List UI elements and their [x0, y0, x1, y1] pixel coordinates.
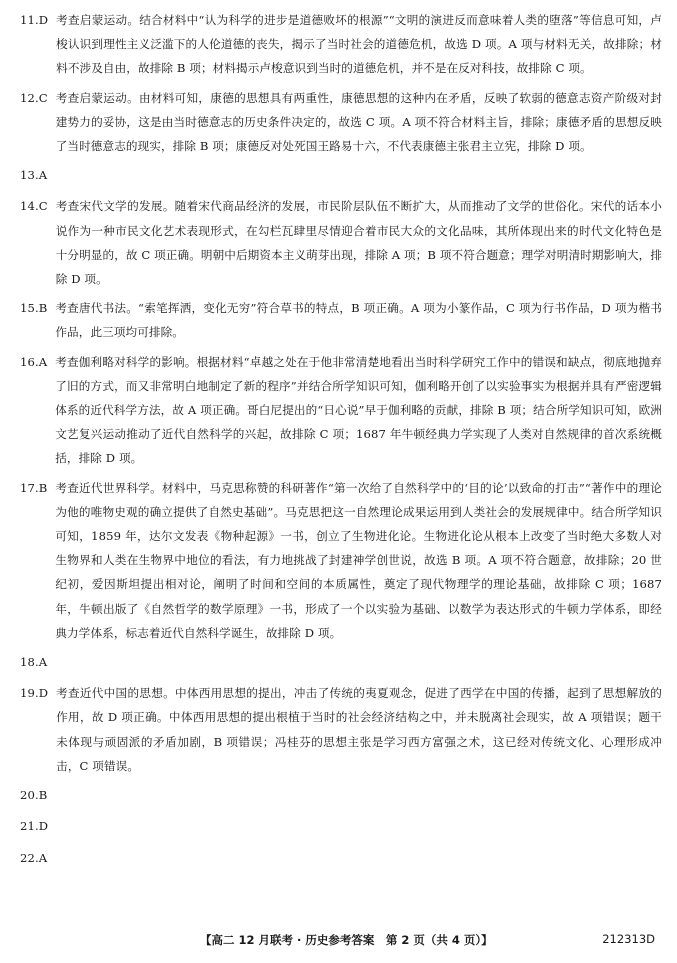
answer-number: 13.A: [20, 168, 48, 183]
answer-explanation: [56, 814, 662, 838]
answer-number: 22.A: [20, 850, 48, 865]
answer-number: 14.C: [20, 199, 48, 214]
answer-explanation: [55, 783, 662, 807]
answer-item-22: [20, 846, 662, 870]
answer-explanation: 考查近代中国的思想。中体西用思想的提出，冲击了传统的夷夏观念，促进了西学在中国的传播，起到了思想解放的作用，故 D 项正确。中体西用思想的提出根植于当时的社会经济结构之中，并未脱离社会现实，故 A 项错误；题干未体现与顽固派的矛盾加剧，B 项错误；冯桂芬的思想主张是学习西方富强之术，这已经对传统文化、心理形成冲击，C 项错误。: [56, 686, 662, 773]
answer-item-18: [20, 650, 662, 674]
answer-item-21: [20, 814, 662, 838]
answer-number: 20.B: [20, 788, 48, 803]
answer-item-15: [20, 296, 662, 344]
answer-item-20: [20, 783, 662, 807]
page-footer: [0, 932, 677, 954]
answer-explanation: [55, 650, 662, 674]
answer-number: 15.B: [20, 301, 48, 316]
answer-number: 21.D: [20, 819, 49, 834]
answer-item-12: [20, 86, 662, 159]
answer-number: 19.D: [20, 686, 49, 701]
answer-number: 17.B: [20, 480, 48, 495]
answer-explanation: 考查唐代书法。“索笔挥洒，变化无穷”符合草书的特点，B 项正确。A 项为小篆作品，C 项为行书作品，D 项为楷书作品，此三项均可排除。: [55, 301, 662, 340]
answer-explanation: 考查启蒙运动。结合材料中“认为科学的进步是道德败坏的根源”“文明的演进反而意味着人类的堕落”等信息可知，卢梭认识到理性主义泛滥下的人伦道德的丧失，揭示了当时社会的道德危机，故选 D 项。A 项与材料无关，故排除；材料不涉及自由，故排除 B 项；材料揭示卢梭意识到当时的道德危机，并不是在反对科技，故排除 C 项。: [56, 13, 662, 76]
answer-explanation: [55, 163, 662, 187]
footer-title: 【高二 12 月联考 · 历史参考答案 第 2 页（共 4 页）】: [200, 933, 493, 947]
answer-key-page: [20, 8, 662, 877]
answer-item-14: [20, 194, 662, 291]
answer-explanation: [55, 846, 662, 870]
answer-item-16: [20, 350, 662, 471]
answer-item-13: [20, 163, 662, 187]
answer-number: 18.A: [20, 655, 48, 670]
answer-item-19: [20, 681, 662, 778]
answer-explanation: 考查宋代文学的发展。随着宋代商品经济的发展，市民阶层队伍不断扩大，从而推动了文学的世俗化。宋代的话本小说作为一种市民文化艺术表现形式，在勾栏瓦肆里尽情迎合着市民大众的文化品味，其所体现出来的时代文化特色是十分明显的，故 C 项正确。明朝中后期资本主义萌芽出现，排除 A 项；B 项不符合题意；理学对明清时期影响大，排除 D 项。: [55, 199, 663, 287]
answer-explanation: 考查近代世界科学。材料中，马克思称赞的科研著作“第一次给了自然科学中的‘目的论’以致命的打击”“著作中的理论为他的唯物史观的确立提供了自然史基础”。马克思把这一自然理论成果运用到人类社会的发展规律中。结合所学知识可知，1859 年，达尔文发表《物种起源》一书，创立了生物进化论。生物进化论从根本上改变了当时绝大多数人对生物界和人类在生物界中地位的看法，有力地挑战了封建神学创世说，故选 B 项。A 项不符合题意，故排除；20 世纪初，爱因斯坦提出相对论，阐明了时间和空间的本质属性，奠定了现代物理学的理论基础，故排除 C 项；1687 年，牛顿出版了《自然哲学的数学原理》一书，形成了一个以实验为基础、以数学为表达形式的牛顿力学体系，即经典力学体系，标志着近代自然科学诞生，故排除 D 项。: [55, 480, 662, 640]
answer-number: 11.D: [20, 13, 49, 27]
answer-explanation: 考查启蒙运动。由材料可知，康德的思想具有两重性，康德思想的这种内在矛盾，反映了软弱的德意志资产阶级对封建势力的妥协，这是由当时德意志的历史条件决定的，故选 C 项。A 项不符合材料主旨，排除；康德矛盾的思想反映了当时德意志的现实，排除 B 项；康德反对处死国王路易十六，不代表康德主张君主立宪，排除 D 项。: [55, 90, 662, 154]
answer-item-17: [20, 476, 662, 645]
answer-explanation: 考查伽利略对科学的影响。根据材料“卓越之处在于他非常清楚地看出当时科学研究工作中的错误和缺点，彻底地抛弃了旧的方式，而又非常明白地制定了新的程序”并结合所学知识可知，伽利略开创了以实验事实为根据并具有严密逻辑体系的近代科学方法，故 A 项正确。哥白尼提出的“日心说”早于伽利略的贡献，排除 B 项；结合所学知识可知，欧洲文艺复兴运动推动了近代自然科学的兴起，故排除 C 项；1687 年牛顿经典力学实现了人类对自然规律的首次系统概括，排除 D 项。: [55, 354, 662, 466]
answer-number: 12.C: [20, 90, 48, 105]
answer-item-11: [20, 8, 662, 81]
answer-number: 16.A: [20, 354, 48, 369]
footer-code: 212313D: [602, 932, 655, 946]
